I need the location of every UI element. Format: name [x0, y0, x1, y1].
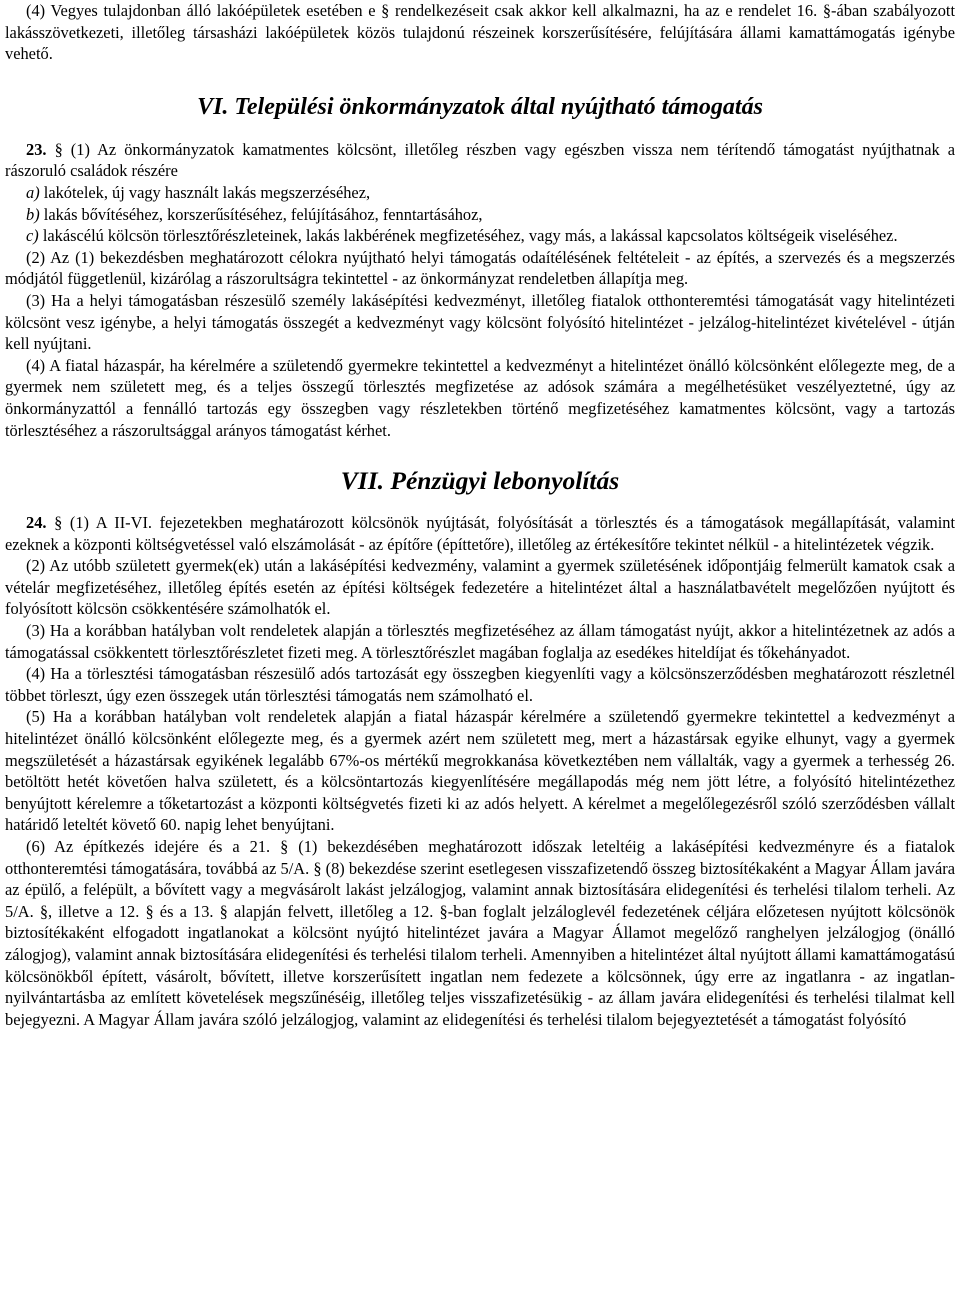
list-item-a: [5, 182, 955, 204]
section-heading-vi: VI. Települési önkormányzatok által nyújtható támogatás: [197, 93, 763, 120]
paragraph-24-2: (2) Az utóbb született gyermek(ek) után a lakásépítési kedvezmény, valamint a gyermek születésének időpontjáig felmerült kamatok csak a vételár megfizetéséhez, illetőleg építés esetén az építési költségek fedezetére a hitelintézet által a használatbavételt megelőzően nyújtott és folyósított kölcsön csökkentésére számolhatók el.: [5, 556, 955, 619]
list-letter-b: b): [26, 204, 40, 224]
paragraph-24-1-text: § (1) A II-VI. fejezetekben meghatározott kölcsönök nyújtását, folyósítását a törlesztés és a támogatások megállapítását, valamint ezeknek a központi költségvetéssel való elszámolását - az építőre (építtetőre), illetőleg az értékesítőre tekintet nélkül - a hitelintézetek végzik.: [5, 513, 955, 554]
paragraph-24-6: (6) Az építkezés idejére és a 21. § (1) bekezdésében meghatározott időszak leteltéig a lakásépítési kedvezményre és a fiatalok otthonteremtési támogatására, továbbá az 5/A. § (8) bekezdése szerint esetlegesen visszafizetendő összeg biztosítékaként a Magyar Állam javára az épülő, a felépült, a bővített vagy a megvásárolt lakást jelzálogjog, valamint annak biztosítására elidegenítési és terhelési tilalom terheli. Az 5/A. §, illetve a 12. § és a 13. § alapján felvett, illetőleg a 12. §-ban foglalt jelzáloglevél fedezetének céljára előzetesen nyújtott kölcsönök biztosítékaként elfogadott ingatlanokat a kölcsönt nyújtó hitelintézet javára a Magyar Államot megelőző ranghelyen jelzálogjog (önálló zálogjog), valamint annak biztosítására elidegenítési és terhelési tilalom terheli. Amennyiben a hitelintézet által nyújtott állami kamattámogatású kölcsönökből épített, vásárolt, bővített, illetve korszerűsített ingatlan nem fedezete a kölcsönnek, úgy erre az ingatlanra - az ingatlan-nyilvántartásba az említett követelések megszűnéséig, illetőleg teljes visszafizetésükig - az állam javára elidegenítési és terhelési tilalmat kell bejegyezni. A Magyar Állam javára szóló jelzálogjog, valamint az elidegenítési és terhelési tilalom bejegyeztetését a támogatást folyósító: [5, 837, 955, 1029]
list-item-c-text: lakáscélú kölcsön törlesztőrészleteinek, lakás lakbérének megfizetéséhez, vagy más, a lakással kapcsolatos költségeik viseléséhez.: [42, 226, 898, 246]
list-letter-c: c): [26, 226, 39, 246]
paragraph-23-4: (4) A fiatal házaspár, ha kérelmére a születendő gyermekre tekintettel a kedvezményt a hitelintézet önálló kölcsönként előlegezte meg, de a gyermek nem született meg, és a teljes összegű törlesztés megfizetése az adósok számára a megélhetésüket veszélyeztetné, úgy az önkormányzattól a fennálló tartozás egy összegben vagy részletekben történő megfizetéséhez kamatmentes kölcsönt, vagy a tartozás törlesztéséhez a rászorultsággal arányos támogatást kérhet.: [5, 355, 955, 440]
paragraph-24-3: (3) Ha a korábban hatályban volt rendeletek alapján a törlesztés megfizetéséhez az állam támogatást nyújt, akkor a hitelintézetnek az adós a támogatással csökkentett törlesztőrészletet fizeti meg. A törlesztőrészlet magában foglalja az esedékes hiteldíjat és tőkehányadot.: [5, 621, 955, 662]
section-heading-vii: VII. Pénzügyi lebonyolítás: [340, 466, 620, 496]
paragraph-24-1: [5, 512, 955, 555]
list-item-b: [5, 204, 955, 226]
paragraph-23-2: (2) Az (1) bekezdésben meghatározott célokra nyújtható helyi támogatás odaítélésének feltételeit - az építés, a szervezés és a megszerzés módjától függetlenül, kizárólag a rászorultságra tekintettel - az önkormányzat rendeletben állapítja meg.: [5, 247, 955, 289]
list-letter-a: a): [26, 182, 40, 202]
paragraph-23-3: (3) Ha a helyi támogatásban részesülő személy lakásépítési kedvezményt, illetőleg fiatalok otthonteremtési támogatását vagy hitelintézeti kölcsönt vesz igénybe, a helyi támogatás összegét a kedvezményt vagy kölcsönt folyósító hitelintézet - jelzálog-hitelintézet kivételével - útján kell nyújtani.: [5, 290, 955, 354]
paragraph-23-1-text: § (1) Az önkormányzatok kamatmentes kölcsönt, illetőleg részben vagy egészben vissza nem térítendő támogatást nyújthatnak a rászoruló családok részére: [5, 139, 955, 181]
paragraph-24-5: (5) Ha a korábban hatályban volt rendeletek alapján a fiatal házaspár kérelmére a születendő gyermekre tekintettel a kedvezményt a hitelintézet önálló kölcsönként előlegezte meg, és a gyermek azért nem született meg, mert a házastársak egyike elhunyt, vagy a gyermek megszületését a házastársak egyikének legalább 67%-os mértékű megrokkanása következtében nem vállalták, vagy a gyermek a terhesség 26. betöltött hetét követően halva született, és a kölcsöntartozás kiegyenlítésére megállapodás még nem jött létre, a folyósító hitelintézethez benyújtott kérelemre a tőketartozást a központi költségvetés fizeti ki az adós helyett. A kérelmet a megelőlegezésről szóló szerződésben vállalt határidő leteltét követő 60. napig lehet benyújtani.: [5, 707, 955, 835]
list-item-b-text: lakás bővítéséhez, korszerűsítéséhez, felújításához, fenntartásához,: [43, 204, 483, 224]
list-item-a-text: lakótelek, új vagy használt lakás megszerzéséhez,: [43, 182, 371, 202]
paragraph-24-4: (4) Ha a törlesztési támogatásban részesülő adós tartozását egy összegben kiegyenlíti vagy a kölcsönszerződésben meghatározott részletnél többet törleszt, úgy ezen összegek után törlesztési támogatás nem számolható el.: [5, 664, 955, 705]
section-number-24: 24.: [26, 513, 47, 533]
list-item-c: [5, 225, 955, 247]
document-page: [5, 0, 955, 1030]
paragraph-intro-4: (4) Vegyes tulajdonban álló lakóépületek esetében e § rendelkezéseit csak akkor kell alkalmazni, ha az e rendelet 16. §-ában szabályozott lakásszövetkezeti, illetőleg társasházi lakóépületek közös tulajdonú részeinek korszerűsítésére, felújítására állami kamattámogatás igénybe vehető.: [5, 1, 955, 64]
section-number-23: 23.: [26, 139, 47, 159]
paragraph-23-1: [5, 139, 955, 182]
